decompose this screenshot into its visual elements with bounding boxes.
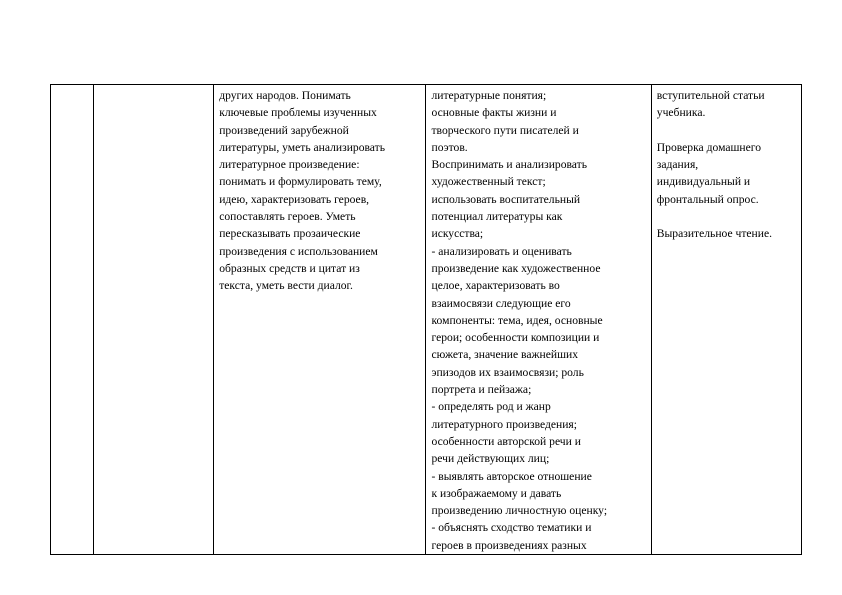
table-row — [51, 85, 802, 555]
cell-requirements — [214, 85, 426, 555]
cell-topic — [94, 85, 214, 555]
cell-control-forms-text: вступительной статьи учебника. Проверка домашнего задания, индивидуальный и фронтальный опрос. Выразительное чтение. — [656, 89, 772, 241]
cell-skills-text: литературные понятия; основные факты жизни и творческого пути писателей и поэтов. Воспринимать и анализировать художественный текст; использовать воспитательный потенциал литературы как искусства; - анализировать и оценивать произведение как художественное целое, характеризовать во взаимосвязи следующие его компоненты: тема, идея, основные герои; особенности композиции и сюжета, значение важнейших эпизодов их взаимосвязи; роль портрета и пейзажа; - определять род и жанр литературного произведения; особенности авторской речи и речи действующих лиц; - выявлять авторское отношение к изображаемому и давать произведению личностную оценку; - объяснять сходство тематики и героев в произведениях разных — [431, 89, 608, 552]
lesson-plan-table — [50, 84, 802, 555]
cell-control-forms — [651, 85, 801, 555]
cell-skills — [426, 85, 651, 555]
cell-requirements-text: других народов. Понимать ключевые проблемы изученных произведений зарубежной литературы, уметь анализировать литературное произведение: понимать и формулировать тему, идею, характеризовать героев, сопоставлять героев. Уметь пересказывать прозаические произведения с использованием образных средств и цитат из текста, уметь вести диалог. — [219, 89, 386, 293]
cell-lesson-number — [51, 85, 94, 555]
